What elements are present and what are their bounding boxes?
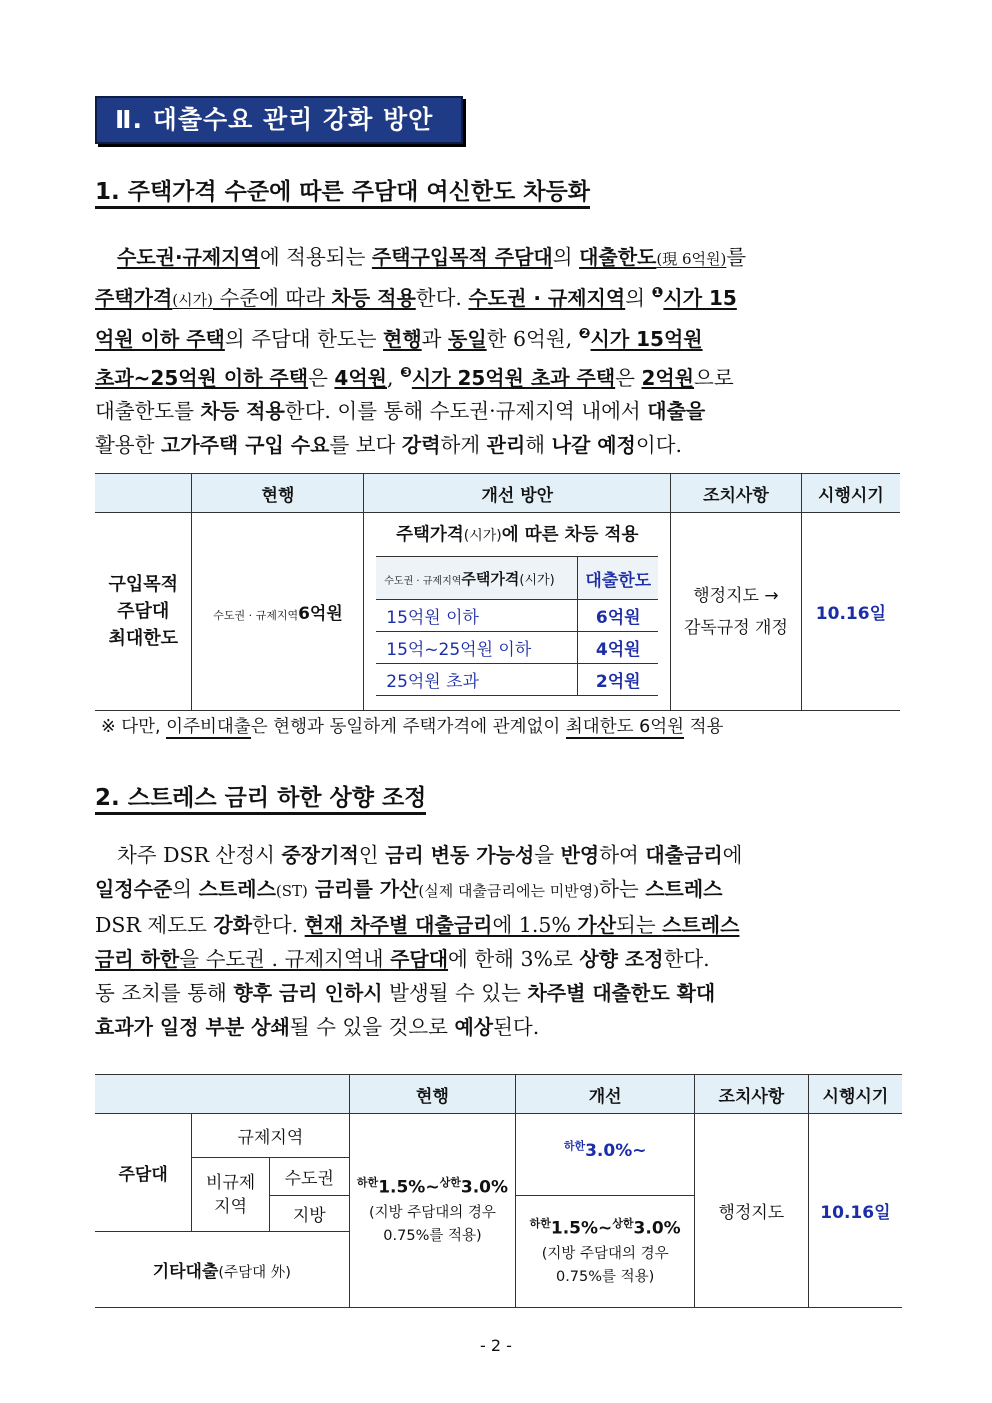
table-header: 조치사항: [671, 474, 802, 513]
new-regulated-rate-cell: $^{하한}$3.0%~: [516, 1114, 695, 1196]
current-limit-cell: 수도권 · 규제지역6억원: [192, 513, 364, 711]
number-3-icon: ❸: [400, 364, 412, 381]
date-cell: 10.16일: [808, 1114, 902, 1308]
nonregulated-label: 비규제 지역: [192, 1158, 270, 1232]
number-2-icon: ❷: [578, 325, 591, 342]
local-label: 지방: [269, 1196, 349, 1232]
table-stress-rate: [95, 1074, 902, 1308]
action-cell: 행정지도: [694, 1114, 808, 1308]
other-loan-label: 기타대출(주담대 外): [95, 1232, 349, 1308]
paragraph-2: 차주 DSR 산정시 중장기적인 금리 변동 가능성을 반영하여 대출금리에 일정수준의 스트레스(ST) 금리를 가산(실제 대출금리에는 미반영)하는 스트레스 DSR 제도도 강화한다. 현재 차주별 대출금리에 1.5% 가산되는 스트레스 금리 하한을 수도권 . 규제지역내 주담대에 한해 3%로 상향 조정한다. 동 조치를 통해 향후 금리 인하시 발생될 수 있는 차주별 대출한도 확대 효과가 일정 부분 상쇄될 수 있을 것으로 예상된다.: [95, 843, 743, 1039]
table-header: 현행: [192, 474, 364, 513]
table-header: 개선: [516, 1075, 695, 1114]
table-header: 시행시기: [808, 1075, 902, 1114]
section-title: Ⅱ. 대출수요 관리 강화 방안: [95, 96, 463, 144]
regulated-label: 규제지역: [192, 1114, 349, 1158]
note-1: ※ 다만, 이주비대출은 현행과 동일하게 주택가격에 관계없이 최대한도 6억원 적용: [101, 717, 724, 737]
number-1-icon: ❶: [651, 285, 664, 301]
table-header: 현행: [349, 1075, 516, 1114]
mortgage-label: 주담대: [95, 1114, 192, 1232]
subsection-2-title: 2. 스트레스 금리 하한 상향 조정: [95, 783, 426, 813]
action-cell: 행정지도 → 감독규정 개정: [671, 513, 802, 711]
page-number: - 2 -: [480, 1336, 512, 1355]
tiered-limit-table: 수도권 · 규제지역주택가격(시가) 대출한도 15억원 이하 6억원 15억~25억원 이하 4억원 25억원 초과 2억원: [376, 556, 658, 696]
improvement-cell: 주택가격(시가)에 따른 차등 적용 수도권 · 규제지역주택가격(시가) 대출한도 15억원 이하 6억원 15억~25억원 이하 4억원 25억원 초과 2억원: [364, 513, 671, 711]
table-row: 15억~25억원 이하 4억원: [376, 632, 658, 664]
new-rate-cell: $^{하한}$1.5%~$^{상한}$3.0% (지방 주담대의 경우 0.75%를 적용): [516, 1196, 695, 1308]
table-header: 개선 방안: [364, 474, 671, 513]
date-cell: 10.16일: [801, 513, 900, 711]
metro-label: 수도권: [269, 1158, 349, 1196]
subsection-1-title: 1. 주택가격 수준에 따른 주담대 여신한도 차등화: [95, 177, 590, 207]
table-row: 15억원 이하 6억원: [376, 600, 658, 632]
table-header: 조치사항: [694, 1075, 808, 1114]
table-header: 시행시기: [801, 474, 900, 513]
row-label: 구입목적 주담대 최대한도: [95, 513, 192, 711]
paragraph-1: 수도권·규제지역에 적용되는 주택구입목적 주담대의 대출한도(現 6억원)를 주택가격(시가) 수준에 따라 차등 적용한다. 수도권 · 규제지역의 $^❶$시가 15 억원 이하 주택의 주담대 한도는 현행과 동일한 6억원, $^❷$시가 15억원 초과~25억원 이하 주택은 4억원, $^❸$시가 25억원 초과 주택은 2억원으로 대출한도를 차등 적용한다. 이를 통해 수도권·규제지역 내에서 대출을 활용한 고가주택 구입 수요를 보다 강력하게 관리해 나갈 예정이다.: [95, 245, 747, 458]
current-rate-cell: $^{하한}$1.5%~$^{상한}$3.0% (지방 주담대의 경우 0.75%를 적용): [349, 1114, 516, 1308]
table-mortgage-limit: [95, 473, 900, 711]
table-row: 25억원 초과 2억원: [376, 664, 658, 696]
